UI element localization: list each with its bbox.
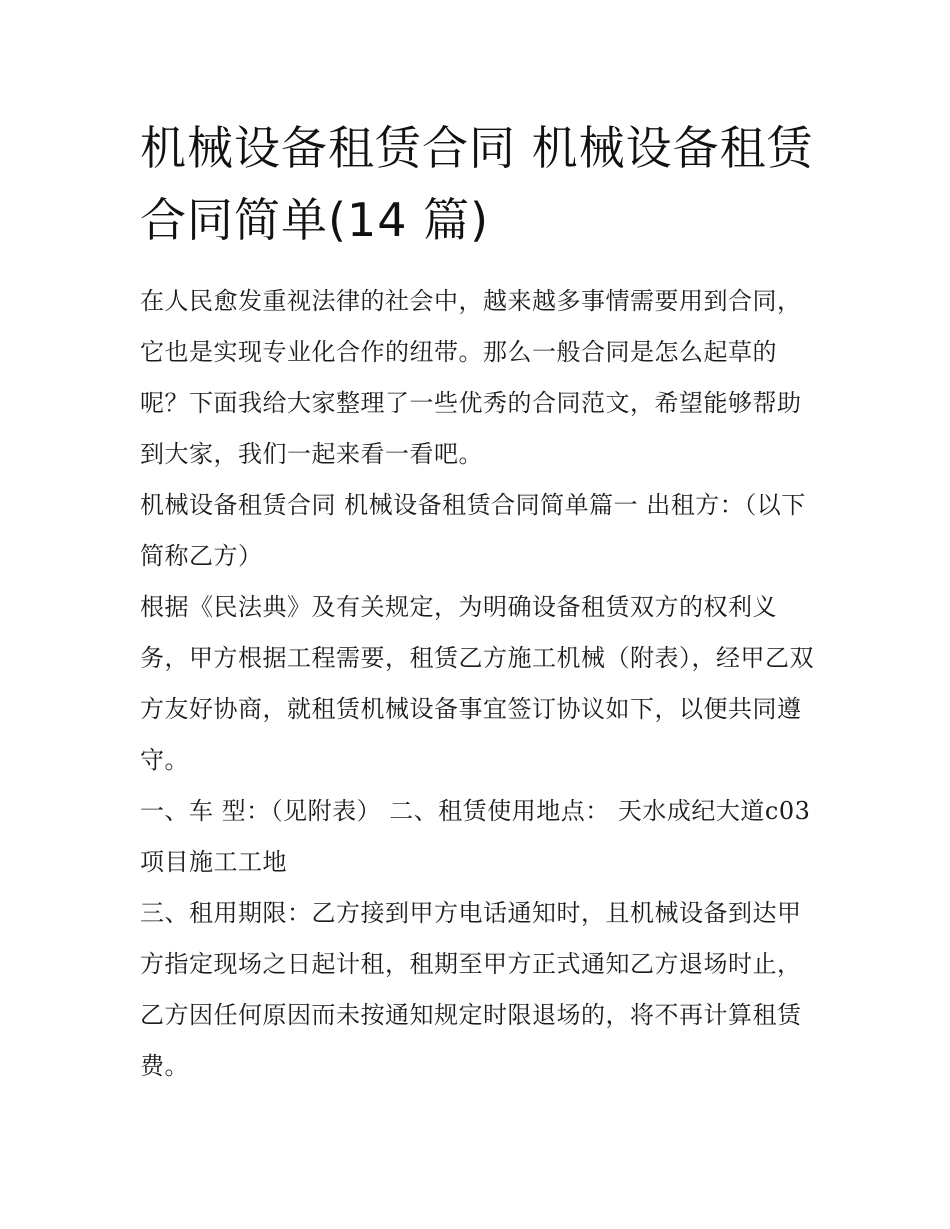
document-page <box>140 112 820 1092</box>
clause-vehicle-location: 一、车 型：（见附表） 二、租赁使用地点： 天水成纪大道c03 项目施工工地 <box>140 797 811 876</box>
legal-basis-paragraph: 根据《民法典》及有关规定，为明确设备租赁双方的权利义务，甲方根据工程需要，租赁乙方施工机械（附表），经甲乙双方友好协商，就租赁机械设备事宜签订协议如下，以便共同遵守。 <box>140 593 814 774</box>
clause-rental-period: 三、租用期限：乙方接到甲方电话通知时，且机械设备到达甲方指定现场之日起计租，租期至甲方正式通知乙方退场时止，乙方因任何原因而未按通知规定时限退场的，将不再计算租赁费。 <box>140 899 802 1080</box>
intro-paragraph: 在人民愈发重视法律的社会中，越来越多事情需要用到合同，它也是实现专业化合作的纽带。那么一般合同是怎么起草的呢？下面我给大家整理了一些优秀的合同范文，希望能够帮助到大家，我们一起来看一看吧。 <box>140 287 802 468</box>
contract-heading-paragraph: 机械设备租赁合同 机械设备租赁合同简单篇一 出租方：（以下简称乙方） <box>140 491 806 570</box>
document-body <box>140 276 820 1092</box>
document-title: 机械设备租赁合同 机械设备租赁合同简单(14 篇) <box>140 121 814 247</box>
